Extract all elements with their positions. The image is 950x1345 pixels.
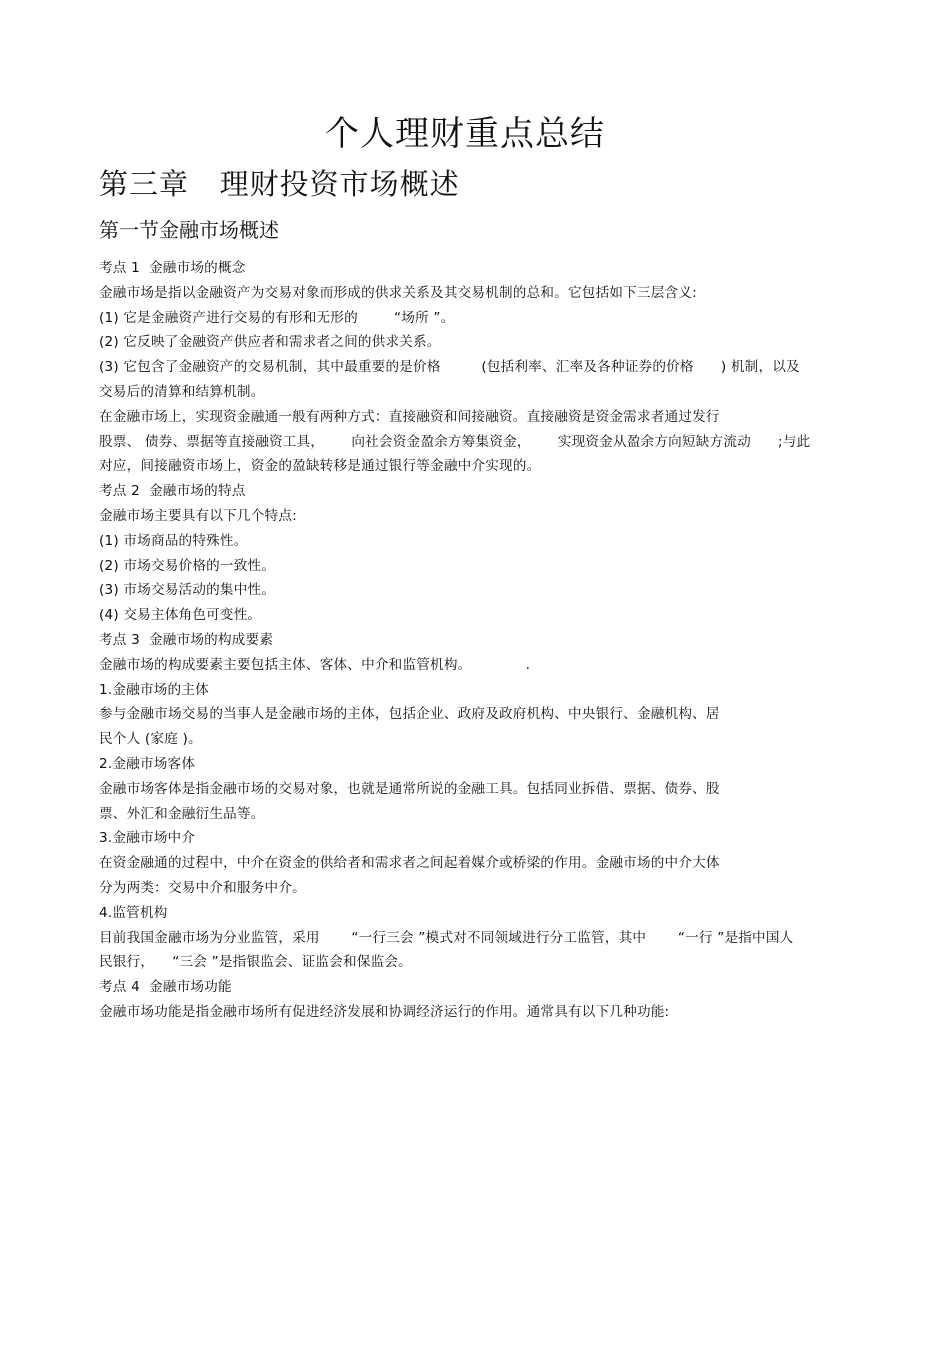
text-line: 对应，间接融资市场上，资金的盈缺转移是通过银行等金融中介实现的。: [99, 458, 541, 475]
text-line: (1) 它是金融资产进行交易的有形和无形的 “场所 ”。: [99, 309, 455, 326]
text-line: 分为两类：交易中介和服务中介。: [99, 879, 306, 896]
text-line: 金融市场客体是指金融市场的交易对象，也就是通常所说的金融工具。包括同业拆借、票据、债券、股: [99, 780, 720, 797]
document-title: 个人理财重点总结: [325, 114, 605, 154]
text-line: 1.金融市场的主体: [99, 681, 209, 698]
text-line: 民银行， “三会 ”是指银监会、证监会和保监会。: [99, 954, 412, 971]
text-line: 考点 3 金融市场的构成要素: [99, 631, 274, 648]
text-line: 考点 4 金融市场功能: [99, 979, 232, 996]
text-line: 民个人 (家庭 )。: [99, 731, 202, 748]
text-line: 金融市场的构成要素主要包括主体、客体、中介和监管机构。 .: [99, 656, 531, 673]
text-line: 金融市场主要具有以下几个特点:: [99, 507, 297, 524]
text-line: 3.金融市场中介: [99, 830, 196, 847]
text-line: 交易后的清算和结算机制。: [99, 383, 265, 400]
text-line: 参与金融市场交易的当事人是金融市场的主体，包括企业、政府及政府机构、中央银行、金融机构、居: [99, 706, 720, 723]
text-line: (2) 它反映了金融资产供应者和需求者之间的供求关系。: [99, 334, 441, 351]
text-line: (3) 市场交易活动的集中性。: [99, 582, 276, 599]
text-line: 考点 1 金融市场的概念: [99, 260, 246, 276]
text-line: (4) 交易主体角色可变性。: [99, 607, 262, 624]
chapter-heading: 第三章 理财投资市场概述: [99, 167, 460, 201]
text-line: 金融市场功能是指金融市场所有促进经济发展和协调经济运行的作用。通常具有以下几种功能:: [99, 1003, 670, 1020]
text-line: 票、外汇和金融衍生品等。: [99, 805, 265, 822]
text-line: 2.金融市场客体: [99, 755, 196, 772]
document-body: [99, 256, 859, 1025]
text-line: 在金融市场上，实现资金融通一般有两种方式：直接融资和间接融资。直接融资是资金需求者通过发行: [99, 408, 720, 425]
text-line: (2) 市场交易价格的一致性。: [99, 557, 276, 574]
text-line: 金融市场是指以金融资产为交易对象而形成的供求关系及其交易机制的总和。它包括如下三层含义:: [99, 284, 697, 301]
text-line: (3) 它包含了金融资产的交易机制，其中最重要的是价格 (包括利率、汇率及各种证券的价格 ) 机制，以及: [99, 359, 800, 376]
text-line: 考点 2 金融市场的特点: [99, 483, 246, 500]
text-line: 在资金融通的过程中，中介在资金的供给者和需求者之间起着媒介或桥梁的作用。金融市场的中介大体: [99, 855, 720, 872]
section-heading: 第一节金融市场概述: [99, 218, 279, 242]
text-line: 股票、 债券、票据等直接融资工具， 向社会资金盈余方筹集资金， 实现资金从盈余方向短缺方流动 ;与此: [99, 433, 811, 450]
text-line: (1) 市场商品的特殊性。: [99, 532, 248, 549]
text-line: 目前我国金融市场为分业监管，采用 “一行三会 ”模式对不同领域进行分工监管，其中 “一行 ”是指中国人: [99, 929, 794, 946]
text-line: 4.监管机构: [99, 904, 168, 921]
